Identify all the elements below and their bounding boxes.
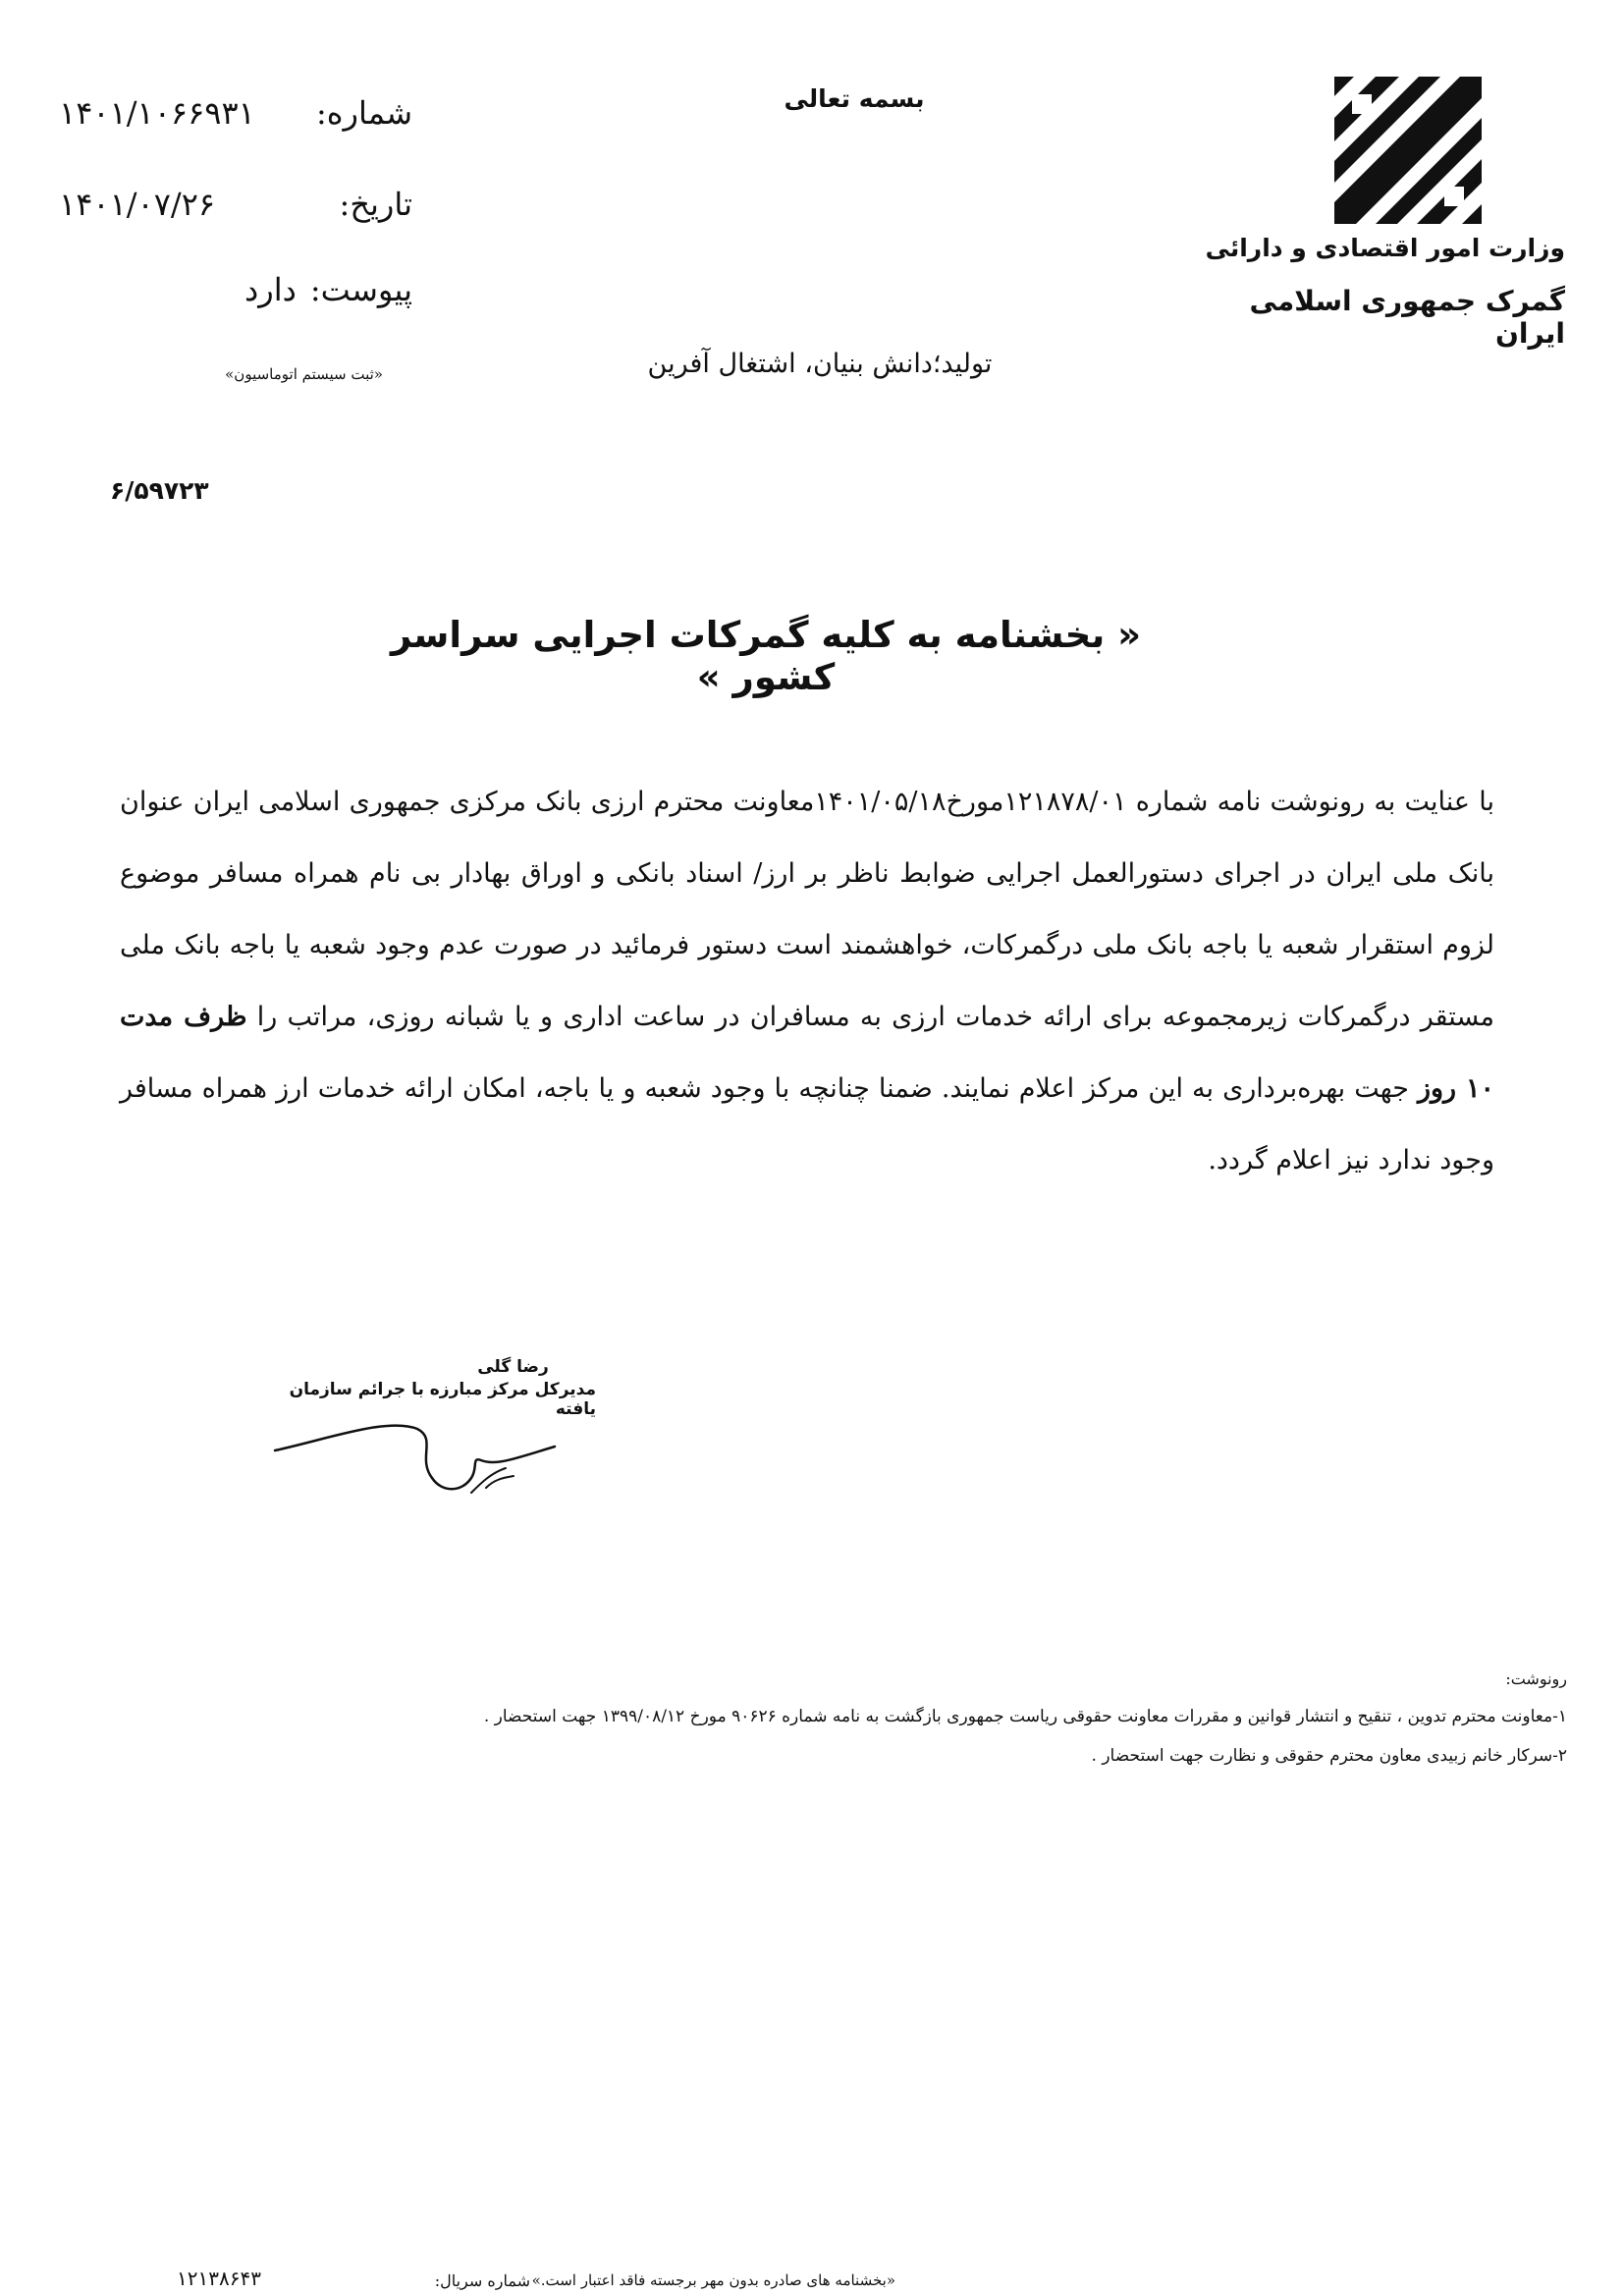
circular-title: « بخشنامه به کلیه گمرکات اجرایی سراسر کشور » bbox=[390, 614, 1142, 698]
letter-number-row bbox=[59, 88, 412, 137]
letter-date-label: تاریخ: bbox=[339, 186, 412, 223]
handwritten-signature bbox=[270, 1399, 565, 1507]
letter-attachment-row bbox=[59, 265, 412, 314]
org-customs-name: گمرک جمهوری اسلامی ایران bbox=[1249, 285, 1565, 350]
serial-number-value: ۱۲۱۳۸۶۴۳ bbox=[177, 2267, 261, 2290]
bismillah-heading: بسمه تعالی bbox=[784, 84, 925, 113]
letter-body bbox=[120, 766, 1494, 1196]
letter-number-value: ۱۴۰۱/۱۰۶۶۹۳۱ bbox=[59, 94, 255, 132]
serial-number-label: شماره سریال: bbox=[434, 2271, 530, 2290]
cc-item: ۱-معاونت محترم تدوین ، تنقیح و انتشار قوانین و مقررات معاونت حقوقی ریاست جمهوری بازگشت به نامه شماره ۹۰۶۲۶ مورخ ۱۳۹۹/۰۸/۱۲ جهت استحضار . bbox=[483, 1707, 1567, 1726]
body-deadline-bold: ظرف مدت ۱۰ روز bbox=[120, 1002, 1494, 1104]
reference-code: ۶/۵۹۷۲۳ bbox=[110, 476, 209, 505]
letter-date-value: ۱۴۰۱/۰۷/۲۶ bbox=[59, 186, 216, 223]
body-text-part1: با عنایت به رونوشت نامه شماره ۱۲۱۸۷۸/۰۱مورخ۱۴۰۱/۰۵/۱۸معاونت محترم ارزی بانک مرکزی جمهوری اسلامی ایران عنوان بانک ملی ایران در اجرای دستورالعمل اجرایی ضوابط ناظر بر ارز/ اسناد بانکی و اوراق بهادار بی نام همراه مسافر موضوع لزوم استقرار شعبه یا باجه بانک ملی درگمرکات، خواهشمند است دستور فرمائید در صورت عدم وجود شعبه یا باجه بانک ملی مستقر درگمرکات زیرمجموعه برای ارائه خدمات ارزی به مسافران در ساعت اداری و یا شبانه روزی، مراتب را bbox=[120, 787, 1494, 1032]
letter-number-label: شماره: bbox=[315, 94, 412, 132]
org-ministry-name: وزارت امور اقتصادی و دارائی bbox=[1205, 234, 1565, 262]
body-text-part2: جهت بهره‌برداری به این مرکز اعلام نمایند. ضمنا چنانچه با وجود شعبه و یا باجه، امکان ارائه خدمات ارز همراه مسافر وجود ندارد نیز اعلام گردد. bbox=[120, 1073, 1494, 1175]
letter-attachment-label: پیوست: bbox=[309, 271, 412, 308]
cc-heading: رونوشت: bbox=[1505, 1669, 1567, 1688]
year-slogan: تولید؛دانش بنیان، اشتغال آفرین bbox=[647, 349, 993, 379]
letter-attachment-value: دارد bbox=[244, 271, 297, 308]
automation-registry-note: «ثبت سیستم اتوماسیون» bbox=[225, 365, 383, 383]
letter-date-row bbox=[59, 180, 412, 229]
cc-item: ۲-سرکار خانم زبیدی معاون محترم حقوقی و نظارت جهت استحضار . bbox=[1091, 1746, 1567, 1766]
signatory-title: مدیرکل مرکز مبارزه با جرائم سازمان یافته bbox=[289, 1380, 596, 1419]
signatory-name: رضا گلی bbox=[477, 1357, 549, 1377]
customs-emblem-icon bbox=[1334, 77, 1482, 224]
footer-validity-note: «بخشنامه های صادره بدون مهر برجسته فاقد اعتبار است.» bbox=[531, 2271, 895, 2289]
